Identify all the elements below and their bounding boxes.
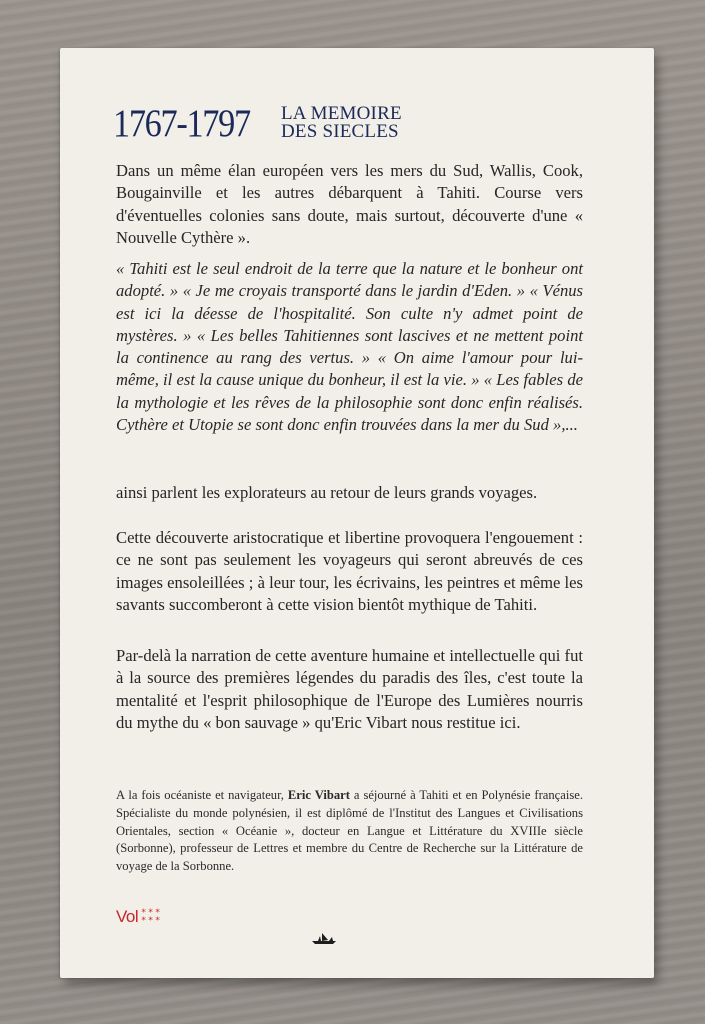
- star-icon: *: [155, 916, 160, 926]
- explorers-paragraph: ainsi parlent les explorateurs au retour de leurs grands voyages.: [116, 483, 538, 502]
- intro-paragraph: Dans un même élan européen vers les mers du Sud, Wallis, Cook, Bougainville et les autres débarquent à Tahiti. Course vers d'éventuelles colonies sans doute, mais surtout, découverte d'une « Nouvelle Cythère ».: [116, 161, 583, 247]
- star-icon: *: [155, 908, 160, 918]
- conclusion-paragraph: Par-delà la narration de cette aventure humaine et intellectuelle qui fut à la source des premières légendes du paradis des îles, c'est toute la mentalité et l'esprit philosophique de l'Europe des Lumières nourris du mythe du « bon sauvage » qu'Eric Vibart nous restitue ici.: [116, 646, 583, 732]
- series-title-line-2: DES SIECLES: [281, 121, 399, 142]
- ship-icon: [310, 931, 340, 945]
- series-header: [113, 94, 402, 144]
- author-bio: [116, 787, 583, 876]
- years-title: 1767-1797: [113, 102, 250, 145]
- star-icon: *: [141, 908, 146, 918]
- publisher-logo: [116, 907, 161, 927]
- series-title: [281, 105, 402, 141]
- publisher-logo-text: Vol: [116, 907, 139, 926]
- quotes-paragraph: « Tahiti est le seul endroit de la terre que la nature et le bonheur ont adopté. » « Je me croyais transporté dans le jardin d'Eden. » « Vénus est ici la déesse de l'hospitalité. Son culte n'y admet point de mystères. » « Les belles Tahitiennes sont lascives et ne mettent point la continence au rang des vertus. » « On aime l'amour pour lui-même, il est la cause unique du bonheur, il est la vie. » « Les fables de la mythologie et les rêves de la philosophie sont donc enfin réalisés. Cythère et Utopie se sont donc enfin trouvées dans la mer du Sud »,...: [116, 259, 583, 435]
- publisher-stars: [140, 909, 161, 925]
- star-icon: *: [148, 916, 153, 926]
- author-name: Eric Vibart: [287, 788, 350, 802]
- star-icon: *: [148, 908, 153, 918]
- star-icon: *: [141, 916, 146, 926]
- bio-intro: A la fois océaniste et navigateur,: [116, 788, 288, 802]
- series-title-line-1: LA MEMOIRE: [281, 103, 402, 124]
- discovery-paragraph: Cette découverte aristocratique et libertine provoquera l'engouement : ce ne sont pas seulement les voyageurs qui seront abreuvés de ces images ensoleillées ; à leur tour, les écrivains, les peintres et même les savants succomberont à cette vision bientôt mythique de Tahiti.: [116, 528, 583, 614]
- bio-details: a séjourné à Tahiti et en Polynésie française. Spécialiste du monde polynésien, il est diplômé de l'Institut des Langues et Civilisations Orientales, section « Océanie », docteur en Langue et Littérature du XVIIIe siècle (Sorbonne), professeur de Lettres et membre du Centre de Recherche sur la Littérature de voyage de la Sorbonne.: [116, 788, 583, 874]
